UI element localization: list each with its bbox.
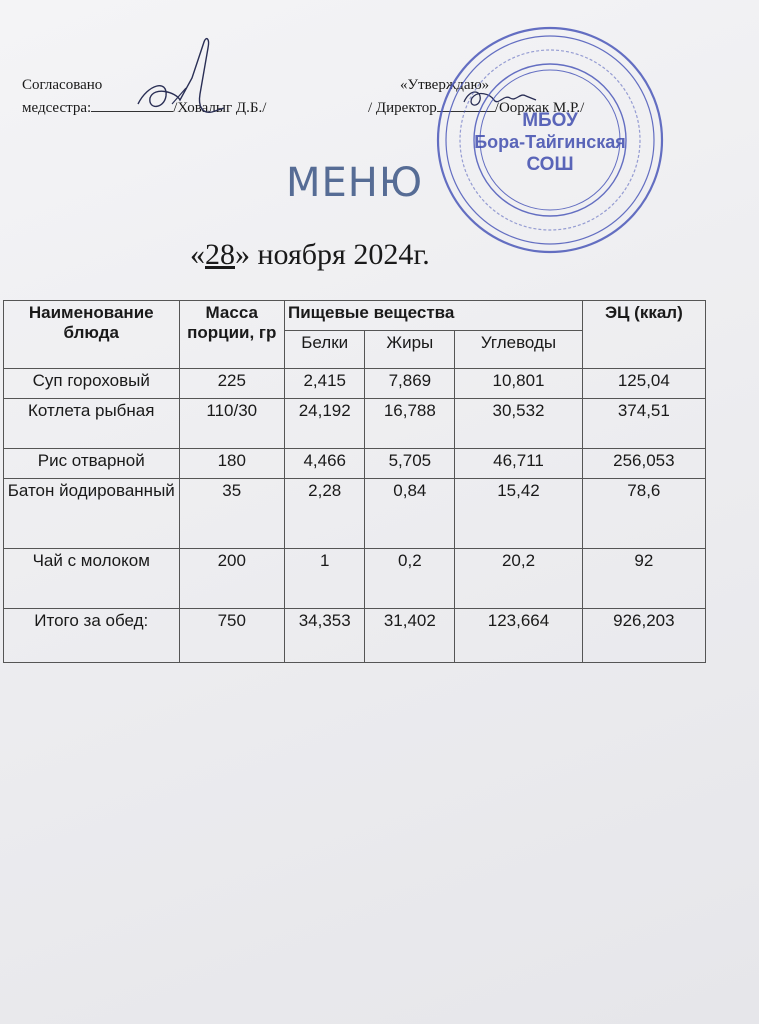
- dish-carbs: 46,711: [455, 449, 582, 479]
- dish-mass: 35: [179, 479, 285, 549]
- dish-mass: 225: [179, 369, 285, 399]
- dish-mass: 180: [179, 449, 285, 479]
- dish-energy: 125,04: [582, 369, 705, 399]
- header-dish-name: Наименование блюда: [4, 301, 180, 369]
- director-role-label: / Директор: [368, 100, 437, 116]
- page-title: МЕНЮ: [286, 160, 424, 206]
- dish-energy: 92: [582, 549, 705, 609]
- total-protein: 34,353: [285, 609, 365, 663]
- total-fat: 31,402: [365, 609, 455, 663]
- header-protein: Белки: [285, 331, 365, 369]
- table-row: [4, 549, 706, 609]
- header-portion-mass: Масса порции, гр: [179, 301, 285, 369]
- total-carbs: 123,664: [455, 609, 582, 663]
- date-rest: » ноября 2024г.: [235, 238, 430, 271]
- dish-fat: 5,705: [365, 449, 455, 479]
- dish-name: Суп гороховый: [4, 369, 180, 399]
- dish-mass: 110/30: [179, 399, 285, 449]
- dish-protein: 1: [285, 549, 365, 609]
- dish-energy: 256,053: [582, 449, 705, 479]
- header-energy: ЭЦ (ккал): [582, 301, 705, 369]
- total-energy: 926,203: [582, 609, 705, 663]
- dish-carbs: 15,42: [455, 479, 582, 549]
- dish-name: Чай с молоком: [4, 549, 180, 609]
- dish-fat: 7,869: [365, 369, 455, 399]
- dish-protein: 2,415: [285, 369, 365, 399]
- dish-carbs: 10,801: [455, 369, 582, 399]
- header-nutrients: Пищевые вещества: [285, 301, 583, 331]
- menu-date: [190, 238, 430, 272]
- dish-mass: 200: [179, 549, 285, 609]
- table-row: [4, 399, 706, 449]
- dish-protein: 2,28: [285, 479, 365, 549]
- dish-energy: 374,51: [582, 399, 705, 449]
- director-name: /Ооржак М.Р./: [494, 100, 585, 116]
- nurse-name: /Ховалыг Д.Б./: [173, 100, 267, 116]
- dish-name: Рис отварной: [4, 449, 180, 479]
- nurse-role-label: медсестра:: [22, 100, 92, 116]
- total-mass: 750: [179, 609, 285, 663]
- table-row: [4, 479, 706, 549]
- header-carbs: Углеводы: [455, 331, 582, 369]
- school-stamp: [432, 22, 668, 258]
- dish-protein: 4,466: [285, 449, 365, 479]
- dish-fat: 16,788: [365, 399, 455, 449]
- dish-protein: 24,192: [285, 399, 365, 449]
- menu-table: [3, 300, 706, 663]
- agreed-label: Согласовано: [22, 77, 103, 93]
- stamp-org-line3: СОШ: [526, 154, 574, 175]
- dish-carbs: 30,532: [455, 399, 582, 449]
- table-row: [4, 449, 706, 479]
- total-label: Итого за обед:: [4, 609, 180, 663]
- approve-label: «Утверждаю»: [400, 77, 490, 93]
- dish-fat: 0,84: [365, 479, 455, 549]
- stamp-org-line2: Бора-Тайгинская: [474, 132, 626, 152]
- dish-name: Котлета рыбная: [4, 399, 180, 449]
- dish-name: Батон йодированный: [4, 479, 180, 549]
- nurse-signature: [128, 34, 228, 124]
- date-open-quote: «: [190, 238, 205, 271]
- stamp-org-line1: МБОУ: [522, 110, 578, 131]
- dish-energy: 78,6: [582, 479, 705, 549]
- header-fat: Жиры: [365, 331, 455, 369]
- date-day: 28: [205, 238, 235, 271]
- table-total-row: [4, 609, 706, 663]
- table-row: [4, 369, 706, 399]
- table-header-row: [4, 301, 706, 331]
- dish-carbs: 20,2: [455, 549, 582, 609]
- dish-fat: 0,2: [365, 549, 455, 609]
